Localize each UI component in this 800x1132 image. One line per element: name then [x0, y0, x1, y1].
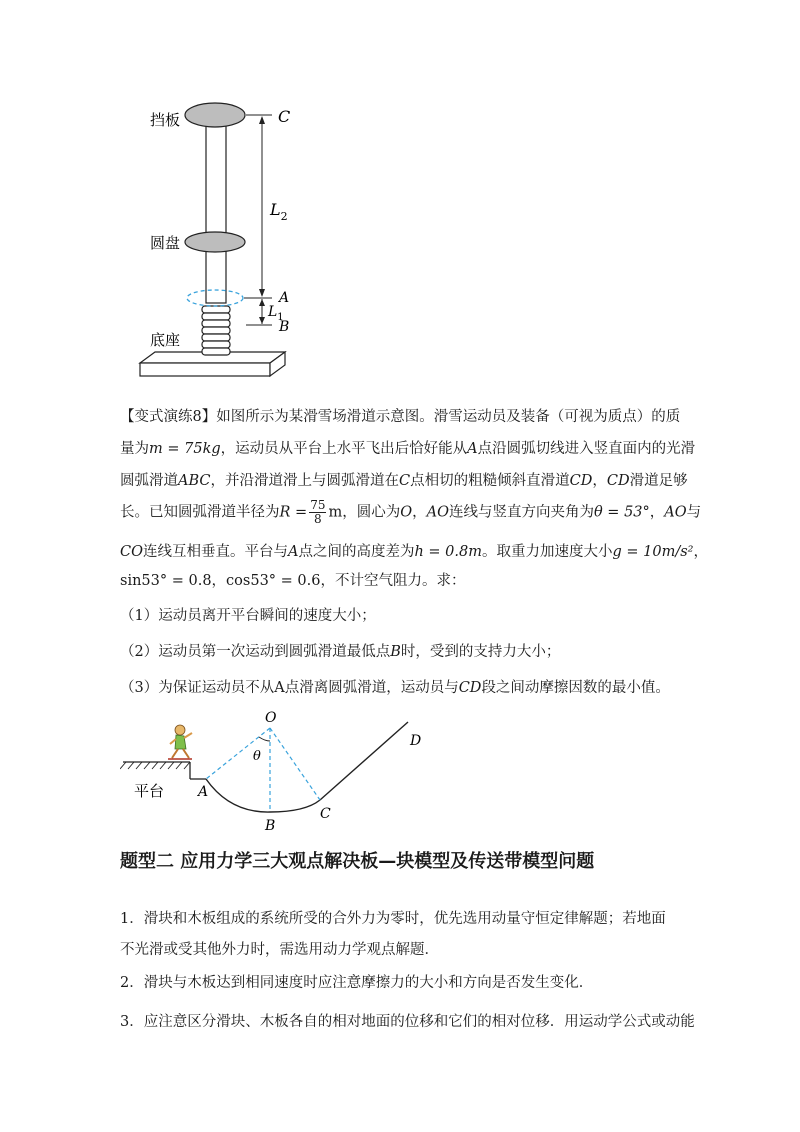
problem-line-4: 长。已知圆弧滑道半径为R = $\frac{75}{8}$ m，圆心为O，AO连线与竖直方向夹角为θ = 53°，AO与: [120, 498, 702, 526]
radius-formula: R =: [279, 504, 308, 521]
point-c: C: [320, 806, 331, 822]
label-platform: 平台: [134, 782, 165, 800]
radius-oc: [270, 728, 320, 800]
label-baffle: 挡板: [150, 111, 181, 129]
disc: [185, 232, 245, 252]
gravity-formula: g = 10m/s²: [612, 544, 694, 560]
pole: [206, 117, 226, 303]
tip-3: 3．应注意区分滑块、木板各自的相对地面的位移和它们的相对位移．用运动学公式或动能: [120, 1014, 695, 1030]
problem-line-6: sin53° = 0.8，cos53° = 0.6，不计空气阻力。求：: [120, 573, 466, 589]
label-l2: $L_2$: [270, 200, 288, 223]
problem-line-2: 量为m = 75kg，运动员从平台上水平飞出后恰好能从A点沿圆弧切线进入竖直面内的光滑: [120, 441, 696, 457]
point-o: O: [265, 710, 277, 726]
point-b: B: [279, 319, 290, 335]
point-a: A: [198, 784, 209, 800]
figure-ski-track: [120, 708, 440, 833]
spring: [202, 306, 230, 355]
label-disc: 圆盘: [150, 234, 181, 252]
height-formula: h = 0.8m: [414, 544, 482, 560]
point-a: A: [279, 290, 290, 306]
figure-column-apparatus: [130, 95, 310, 385]
problem-tag: 【变式演练8】: [120, 409, 217, 425]
point-c: C: [278, 107, 291, 126]
tip-1: 1．滑块和木板组成的系统所受的合外力为零时，优先选用动量守恒定律解题；若地面不光滑或受其他外力时，需选用动力学观点解题．: [120, 911, 666, 958]
mass-formula: m = 75kg: [149, 441, 221, 457]
problem-line-1: 【变式演练8】如图所示为某滑雪场滑道示意图。滑雪运动员及装备（可视为质点）的质: [120, 409, 681, 425]
baffle: [185, 103, 245, 127]
label-base: 底座: [150, 331, 181, 349]
problem-line-3: 圆弧滑道ABC，并沿滑道滑上与圆弧滑道在C点相切的粗糙倾斜直滑道CD，CD滑道足够: [120, 473, 688, 489]
label-l1: $L_1$: [268, 304, 284, 323]
point-d: D: [410, 733, 422, 749]
theta-formula: θ = 53°: [593, 504, 650, 521]
angle-theta: θ: [253, 749, 261, 764]
question-1: （1）运动员离开平台瞬间的速度大小；: [120, 608, 376, 624]
section-title: 题型二 应用力学三大观点解决板—块模型及传送带模型问题: [120, 851, 595, 872]
tip-2: 2．滑块与木板达到相同速度时应注意摩擦力的大小和方向是否发生变化．: [120, 975, 594, 991]
problem-line-5: CO连线互相垂直。平台与A点之间的高度差为h = 0.8m。取重力加速度大小g = 10m/s²，: [120, 544, 708, 560]
point-b: B: [265, 818, 276, 833]
question-3: （3）为保证运动员不从A点滑离圆弧滑道，运动员与CD段之间动摩擦因数的最小值。: [120, 680, 670, 696]
track-arc-abc: [206, 779, 320, 812]
base-plate-front: [140, 363, 270, 376]
track-straight-cd: [320, 722, 408, 800]
question-2: （2）运动员第一次运动到圆弧滑道最低点B时，受到的支持力大小；: [120, 644, 561, 660]
skier-icon: [168, 725, 192, 759]
